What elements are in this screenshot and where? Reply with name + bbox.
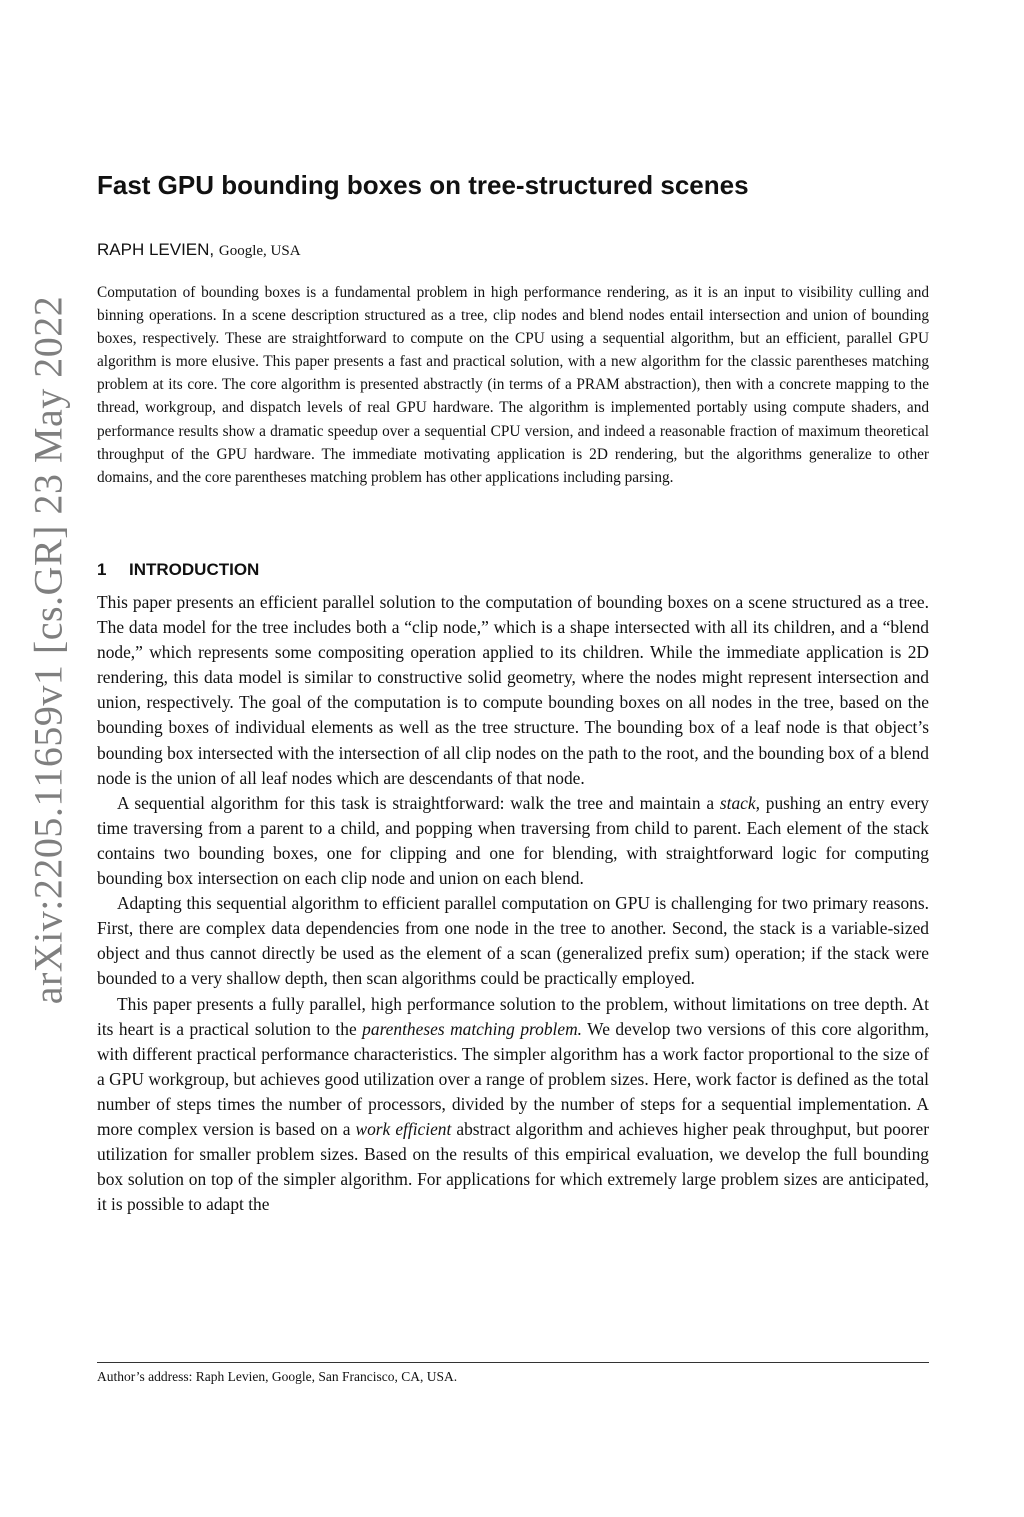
- arxiv-identifier: arXiv:2205.11659v1 [cs.GR] 23 May 2022: [25, 295, 71, 1005]
- abstract: Computation of bounding boxes is a fundamental problem in high performance rendering, as it is an input to visibility culling and binning operations. In a scene description structured as a tree, clip nodes and blend nodes entail intersection and union of bounding boxes, respectively. These are straightforward to compute on the CPU using a sequential algorithm, but an efficient, parallel GPU algorithm is more elusive. This paper presents a fast and practical solution, with a new algorithm for the classic parentheses matching problem at its core. The core algorithm is presented abstractly (in terms of a PRAM abstraction), then with a concrete mapping to the thread, workgroup, and dispatch levels of real GPU hardware. The algorithm is implemented portably using compute shaders, and performance results show a dramatic speedup over a sequential CPU version, and indeed a reasonable fraction of maximum theoretical throughput of the GPU hardware. The immediate motivating application is 2D rendering, but the algorithms generalize to other domains, and the core parentheses matching problem has other applications including parsing.: [97, 284, 929, 486]
- paragraph-2: [97, 791, 929, 891]
- paragraph-3: Adapting this sequential algorithm to efficient parallel computation on GPU is challenging for two primary reasons. First, there are complex data dependencies from one node in the tree to another. Second, the stack is a variable-sized object and thus cannot directly be used as the element of a scan (generalized prefix sum) operation; if the stack were bounded to a very shallow depth, then scan algorithms could be practically employed.: [97, 893, 929, 989]
- footnote-divider: [97, 1362, 929, 1363]
- author-name: RAPH LEVIEN,: [97, 240, 215, 259]
- paragraph-1: This paper presents an efficient parallel solution to the computation of bounding boxes on a scene structured as a tree. The data model for the tree includes both a “clip node,” which is a shape intersected with all its children, and a “blend node,” which represents some compositing operation applied to its children. While the immediate application is 2D rendering, this data model is similar to constructive solid geometry, where the nodes might represent intersection and union, respectively. The goal of the computation is to compute bounding boxes on all nodes in the tree, based on the bounding boxes of individual elements as well as the tree structure. The bounding box of a leaf node is that object’s bounding box intersected with the intersection of all clip nodes on the path to the root, and the bounding box of a blend node is the union of all leaf nodes which are descendants of that node.: [97, 592, 929, 788]
- section-title: INTRODUCTION: [129, 560, 260, 579]
- paragraph-4-emphasis-1: parentheses matching problem.: [362, 1018, 582, 1039]
- paragraph-4-text-c: abstract algorithm and achieves higher peak throughput, but poorer utilization for smaller problem sizes. Based on the results of this empirical evaluation, we develop the full bounding box solution on top of the simpler algorithm. For applications for which extremely large problem sizes are anticipated, it is possible to adapt the: [97, 1118, 929, 1215]
- paragraph-2-emphasis: stack,: [719, 792, 760, 813]
- paragraph-2-text-b: pushing an entry every time traversing from a parent to a child, and popping when traversing from child to parent. Each element of the stack contains two bounding boxes, one for clipping and one for blending, with straightforward logic for computing bounding box intersection on each clip node and union on each blend.: [97, 792, 929, 889]
- paragraph-4-emphasis-2: work efficient: [355, 1118, 452, 1139]
- section-number: 1: [97, 560, 107, 579]
- paragraph-4: [97, 992, 929, 1218]
- paragraph-4-text-b: We develop two versions of this core algorithm, with different practical performance characteristics. The simpler algorithm has a work factor proportional to the size of a GPU workgroup, but achieves good utilization over a range of problem sizes. Here, work factor is defined as the total number of steps times the number of processors, divided by the number of steps for a sequential implementation. A more complex version is based on a: [97, 1018, 929, 1139]
- author-line: [97, 240, 937, 260]
- section-heading: [97, 560, 929, 580]
- author-address-footnote: Author’s address: Raph Levien, Google, San Francisco, CA, USA.: [97, 1369, 458, 1384]
- paragraph-4-text-a: This paper presents a fully parallel, high performance solution to the problem, without limitations on tree depth. At its heart is a practical solution to the: [97, 993, 929, 1039]
- paper-title: Fast GPU bounding boxes on tree-structured scenes: [97, 170, 749, 200]
- author-affiliation: Google, USA: [218, 243, 301, 259]
- paragraph-2-text-a: A sequential algorithm for this task is straightforward: walk the tree and maintain a: [117, 792, 720, 813]
- body-text: [97, 590, 929, 1217]
